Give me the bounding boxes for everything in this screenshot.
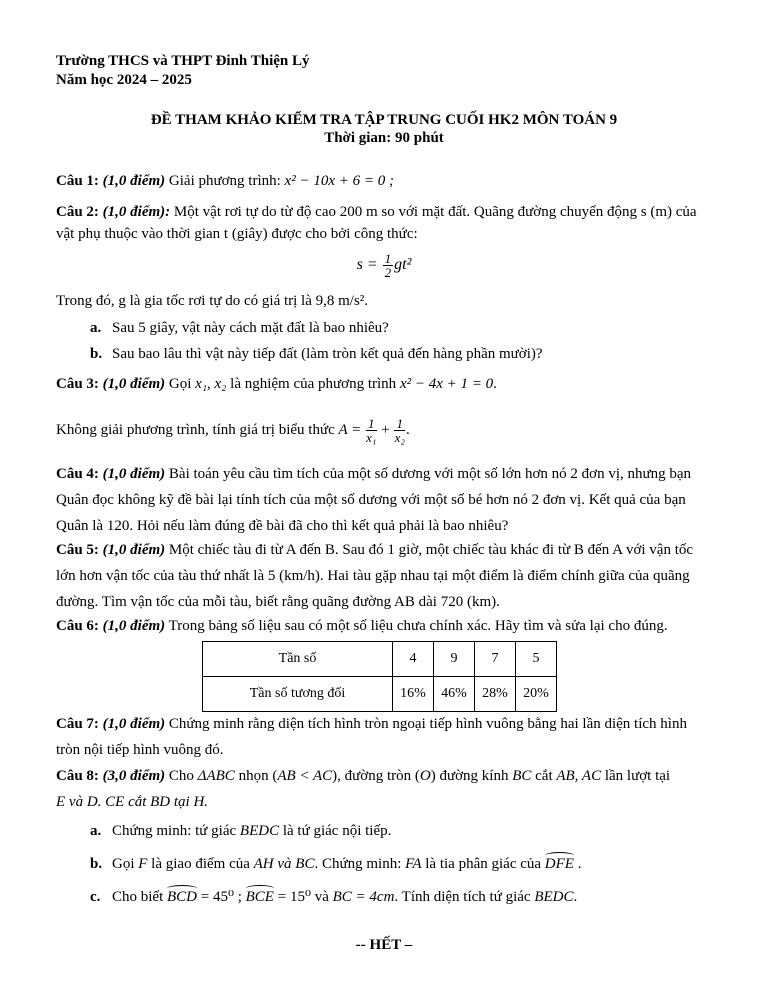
q3-fraction-2 xyxy=(394,417,405,444)
q8-c-length: BC = 4cm xyxy=(332,889,395,905)
q8-c-angle-1: BCD xyxy=(167,889,197,905)
question-3-line1: Câu 3: (1,0 điểm) Gọi x₁, x₂ là nghiệm của phương trình x² − 4x + 1 = 0. xyxy=(56,376,497,392)
q3-points: (1,0 điểm) xyxy=(102,376,166,392)
q3-plus: + xyxy=(377,422,394,438)
q2-formula-num: 1 xyxy=(384,251,392,266)
q8-triangle: ΔABC xyxy=(197,768,235,784)
q8-b-lines: AH và BC xyxy=(253,856,315,872)
q8-text: ), đường tròn ( xyxy=(332,768,420,784)
question-7-line1 xyxy=(56,715,687,733)
exam-time: Thời gian: 90 phút xyxy=(324,130,444,146)
q8-b-text: . Chứng minh: xyxy=(314,856,406,872)
q6-text: Trong bảng số liệu sau có một số liệu chưa chính xác. Hãy tìm và sửa lại cho đúng. xyxy=(165,618,668,634)
table-cell: 28% xyxy=(475,677,516,712)
q5-text-1: Một chiếc tàu đi từ A đến B. Sau đó 1 giờ, một chiếc tàu khác đi từ B đến A với vận tốc xyxy=(165,542,694,558)
q1-formula: x² − 10x + 6 = 0 ; xyxy=(284,173,394,189)
q8-b-mark: b. xyxy=(90,856,103,872)
q8-diameter: BC xyxy=(512,768,532,784)
q2-part-b xyxy=(90,345,543,363)
table-cell: 4 xyxy=(393,642,434,677)
q8-b-angle: DFE xyxy=(544,856,574,872)
q3-den1: x₁ xyxy=(366,430,377,446)
q3-text-2: là nghiệm của phương trình xyxy=(226,376,400,392)
q5-text-3: đường. Tìm vận tốc của mỗi tàu, biết rằng quãng đường AB dài 720 (km). xyxy=(56,594,500,610)
q3-roots: x₁, x₂ xyxy=(195,376,227,392)
q8-a-mark: a. xyxy=(90,823,102,839)
q2-points: (1,0 điểm): xyxy=(102,204,171,220)
q5-text-2: lớn hơn vận tốc của tàu thứ nhất là 5 (km/h). Hai tàu gặp nhau tại một điểm là điểm chính giữa của quãng xyxy=(56,568,690,584)
q8-text: ) đường kính xyxy=(430,768,513,784)
question-3-line2: Không giải phương trình, tính giá trị biểu thức A = $\frac{1}{\text{x₁}}$ + $\frac{1}{\text{x₂}}$ . xyxy=(56,416,410,446)
q4-text-2: Quân đọc không kỹ đề bài lại tính tích của một số dương với một số bé hơn nó 2 đơn vị. Kết quả của bạn xyxy=(56,492,686,508)
q8-b-ray: FA xyxy=(405,856,422,872)
end-marker: -- HẾT – xyxy=(355,937,413,953)
school-year: Năm học 2024 – 2025 xyxy=(56,72,192,88)
q2-a-text: Sau 5 giây, vật này cách mặt đất là bao nhiêu? xyxy=(112,320,389,336)
q8-text: cắt xyxy=(531,768,557,784)
q8-part-a xyxy=(90,822,391,840)
q2-formula-left: s = xyxy=(356,256,382,274)
q8-c-text: . xyxy=(573,889,578,905)
q8-a-quad: BEDC xyxy=(239,823,280,839)
q8-points: (3,0 điểm) xyxy=(102,768,166,784)
frequency-table xyxy=(202,641,557,712)
table-cell: 20% xyxy=(516,677,557,712)
q5-label: Câu 5: xyxy=(56,542,99,558)
q2-text-1: Một vật rơi tự do từ độ cao 200 m so với mặt đất. Quãng đường chuyển động s (m) của xyxy=(170,204,697,220)
q8-c-quad: BEDC xyxy=(534,889,574,905)
q8-text: lần lượt tại xyxy=(601,768,671,784)
q7-text-2: tròn nội tiếp hình vuông đó. xyxy=(56,742,224,758)
q8-label: Câu 8: xyxy=(56,768,99,784)
q8-a-text: là tứ giác nội tiếp. xyxy=(279,823,392,839)
q8-b-point: F xyxy=(138,856,148,872)
table-cell: 16% xyxy=(393,677,434,712)
q4-text-1: Bài toán yêu cầu tìm tích của một số dương với một số lớn hơn nó 2 đơn vị, nhưng bạn xyxy=(165,466,692,482)
q8-text-2: E và D. CE cắt BD tại H. xyxy=(56,794,209,810)
q3-num2: 1 xyxy=(396,416,403,432)
table-cell: 46% xyxy=(434,677,475,712)
table-cell: 9 xyxy=(434,642,475,677)
q4-text-3: Quân là 120. Hỏi nếu làm đúng đề bài đã cho thì kết quả phải là bao nhiêu? xyxy=(56,518,509,534)
question-5-line1 xyxy=(56,541,693,559)
table-row-header: Tần số tương đối xyxy=(203,677,393,712)
table-row xyxy=(203,642,557,677)
q6-label: Câu 6: xyxy=(56,618,99,634)
table-row-header: Tần số xyxy=(203,642,393,677)
q8-b-text: . xyxy=(573,856,582,872)
q3-num1: 1 xyxy=(368,416,375,432)
q2-formula-den: 2 xyxy=(384,265,392,280)
table-cell: 5 xyxy=(516,642,557,677)
q8-c-text: . Tính diện tích tứ giác xyxy=(394,889,535,905)
q2-text-2: vật phụ thuộc vào thời gian t (giây) được cho bởi công thức: xyxy=(56,226,418,242)
q8-c-mark: c. xyxy=(90,889,101,905)
q8-c-value-2: = 15⁰ xyxy=(273,889,311,905)
q2-b-text: Sau bao lâu thì vật này tiếp đất (làm tròn kết quả đến hàng phần mười)? xyxy=(112,346,543,362)
q1-text: Giải phương trình: xyxy=(165,173,285,189)
q8-text: nhọn ( xyxy=(234,768,278,784)
q2-b-mark: b. xyxy=(90,346,103,362)
q3-text-3: Không giải phương trình, tính giá trị biểu thức xyxy=(56,422,339,438)
q8-circle: O xyxy=(419,768,431,784)
q6-points: (1,0 điểm) xyxy=(102,618,166,634)
table-cell: 7 xyxy=(475,642,516,677)
q3-fraction-1 xyxy=(366,417,377,444)
q2-part-a xyxy=(90,319,389,337)
q3-label: Câu 3: xyxy=(56,376,99,392)
question-4-line1 xyxy=(56,465,691,483)
q2-a-mark: a. xyxy=(90,320,102,336)
q8-sides: AB, AC xyxy=(556,768,602,784)
q7-points: (1,0 điểm) xyxy=(102,716,166,732)
q2-formula xyxy=(0,252,768,279)
q8-b-text: là tia phân giác của xyxy=(421,856,545,872)
q3-text-1: Gọi xyxy=(165,376,196,392)
q2-formula-fraction xyxy=(383,252,394,279)
q3-den2: x₂ xyxy=(394,430,405,446)
q8-b-text: là giao điểm của xyxy=(147,856,254,872)
q1-label: Câu 1: xyxy=(56,173,99,189)
q5-points: (1,0 điểm) xyxy=(102,542,166,558)
question-8-line1 xyxy=(56,767,670,785)
table-row xyxy=(203,677,557,712)
q8-c-text: Cho biết xyxy=(112,889,167,905)
q1-points: (1,0 điểm) xyxy=(102,173,166,189)
exam-title: ĐỀ THAM KHẢO KIỂM TRA TẬP TRUNG CUỐI HK2 MÔN TOÁN 9 xyxy=(150,112,618,128)
q7-label: Câu 7: xyxy=(56,716,99,732)
q8-c-text: và xyxy=(310,889,333,905)
q4-label: Câu 4: xyxy=(56,466,99,482)
q2-formula-right: gt² xyxy=(394,256,412,274)
question-6-line1 xyxy=(56,617,668,635)
q8-part-b xyxy=(90,855,581,873)
q8-part-c xyxy=(90,888,577,906)
q7-text-1: Chứng minh rằng diện tích hình tròn ngoại tiếp hình vuông bằng hai lần diện tích hình xyxy=(165,716,687,732)
question-2-line1 xyxy=(56,203,697,221)
q4-points: (1,0 điểm) xyxy=(102,466,166,482)
q2-label: Câu 2: xyxy=(56,204,99,220)
q8-a-text: Chứng minh: tứ giác xyxy=(112,823,240,839)
q8-c-angle-2: BCE xyxy=(245,889,274,905)
question-1 xyxy=(56,172,394,190)
school-name: Trường THCS và THPT Đinh Thiện Lý xyxy=(56,53,310,69)
q8-text: Cho xyxy=(165,768,198,784)
q3-equation: x² − 4x + 1 = 0 xyxy=(399,376,494,392)
q3-expr-left: A = xyxy=(338,422,366,438)
q8-b-text: Gọi xyxy=(112,856,139,872)
q2-text-3: Trong đó, g là gia tốc rơi tự do có giá trị là 9,8 m/s². xyxy=(56,293,369,309)
q8-c-value-1: = 45⁰ ; xyxy=(197,889,246,905)
q8-condition: AB < AC xyxy=(277,768,333,784)
